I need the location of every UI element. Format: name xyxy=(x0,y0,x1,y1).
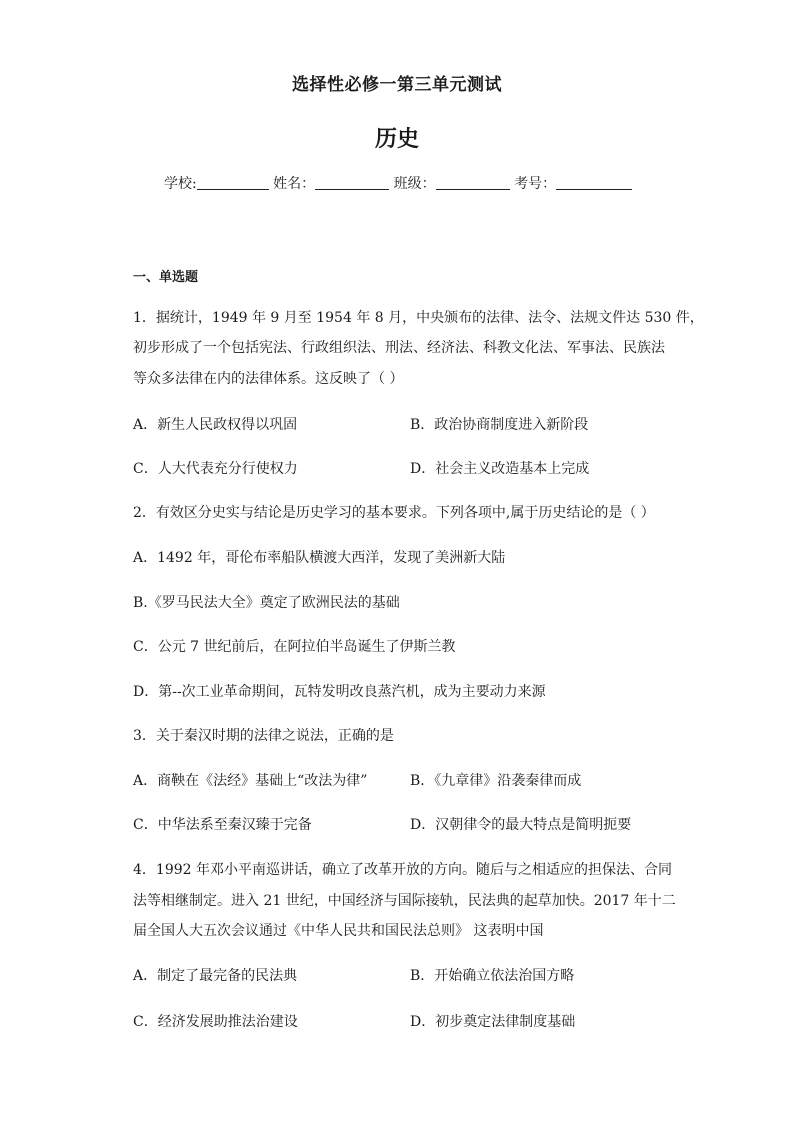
question-2-option-d[interactable]: D．第--次工业革命期间，瓦特发明改良蒸汽机，成为主要动力来源 xyxy=(133,684,546,700)
id-blank[interactable] xyxy=(556,175,632,190)
question-4-option-b[interactable]: B．开始确立依法治国方略 xyxy=(410,968,575,984)
question-4-line-3: 届全国人大五次会议通过《中华人民共和国民法总则》 这表明中国 xyxy=(133,923,544,939)
question-4-line-2: 法等相继制定。进入 21 世纪，中国经济与国际接轨，民法典的起草加快。2017 年十二 xyxy=(133,893,676,909)
question-3-option-b[interactable]: B．《九章律》沿袭秦律而成 xyxy=(410,773,582,789)
subject-title: 历史 xyxy=(374,127,419,152)
question-4-option-a[interactable]: A．制定了最完备的民法典 xyxy=(133,968,298,984)
school-label: 学校: xyxy=(164,176,197,192)
question-2-option-c[interactable]: C．公元 7 世纪前后，在阿拉伯半岛诞生了伊斯兰教 xyxy=(133,639,456,655)
question-1-line-2: 初步形成了一个包括宪法、行政组织法、刑法、经济法、科教文化法、军事法、民族法 xyxy=(133,340,665,356)
class-label: 班级： xyxy=(393,176,436,192)
id-label: 考号： xyxy=(514,176,557,192)
question-3-line-1: 3．关于秦汉时期的法律之说法，正确的是 xyxy=(133,728,394,744)
question-4-option-c[interactable]: C．经济发展助推法治建设 xyxy=(133,1014,298,1030)
question-2-option-b[interactable]: B.《罗马民法大全》奠定了欧洲民法的基础 xyxy=(133,595,400,611)
question-3-option-d[interactable]: D．汉朝律令的最大特点是简明扼要 xyxy=(410,817,632,833)
question-1-line-3: 等众多法律在内的法律体系。这反映了（ ） xyxy=(133,371,404,387)
class-blank[interactable] xyxy=(436,175,510,190)
name-label: 姓名： xyxy=(273,176,316,192)
section-title: 一、单选题 xyxy=(133,270,199,285)
question-2-option-a[interactable]: A．1492 年，哥伦布率船队横渡大西洋，发现了美洲新大陆 xyxy=(133,550,506,566)
exam-title: 选择性必修一第三单元测试 xyxy=(292,75,502,95)
question-3-option-c[interactable]: C．中华法系至秦汉臻于完备 xyxy=(133,817,312,833)
question-4-option-d[interactable]: D．初步奠定法律制度基础 xyxy=(410,1014,576,1030)
student-info-row xyxy=(164,173,632,193)
question-4-line-1: 4．1992 年邓小平南巡讲话，确立了改革开放的方向。随后与之相适应的担保法、合同 xyxy=(133,862,672,878)
question-3-option-a[interactable]: A．商鞅在《法经》基础上“改法为律” xyxy=(133,773,368,789)
question-1-option-a[interactable]: A．新生人民政权得以巩固 xyxy=(133,417,298,433)
school-blank[interactable] xyxy=(197,175,269,190)
question-2-line-1: 2．有效区分史实与结论是历史学习的基本要求。下列各项中,属于历史结论的是（ ） xyxy=(133,505,655,521)
name-blank[interactable] xyxy=(315,175,389,190)
question-1-option-b[interactable]: B．政治协商制度进入新阶段 xyxy=(410,417,589,433)
question-1-option-d[interactable]: D．社会主义改造基本上完成 xyxy=(410,461,590,477)
question-1-option-c[interactable]: C．人大代表充分行使权力 xyxy=(133,461,298,477)
question-1-line-1: 1．据统计，1949 年 9 月至 1954 年 8 月，中央颁布的法律、法令、法规文件达 530 件， xyxy=(133,310,704,326)
